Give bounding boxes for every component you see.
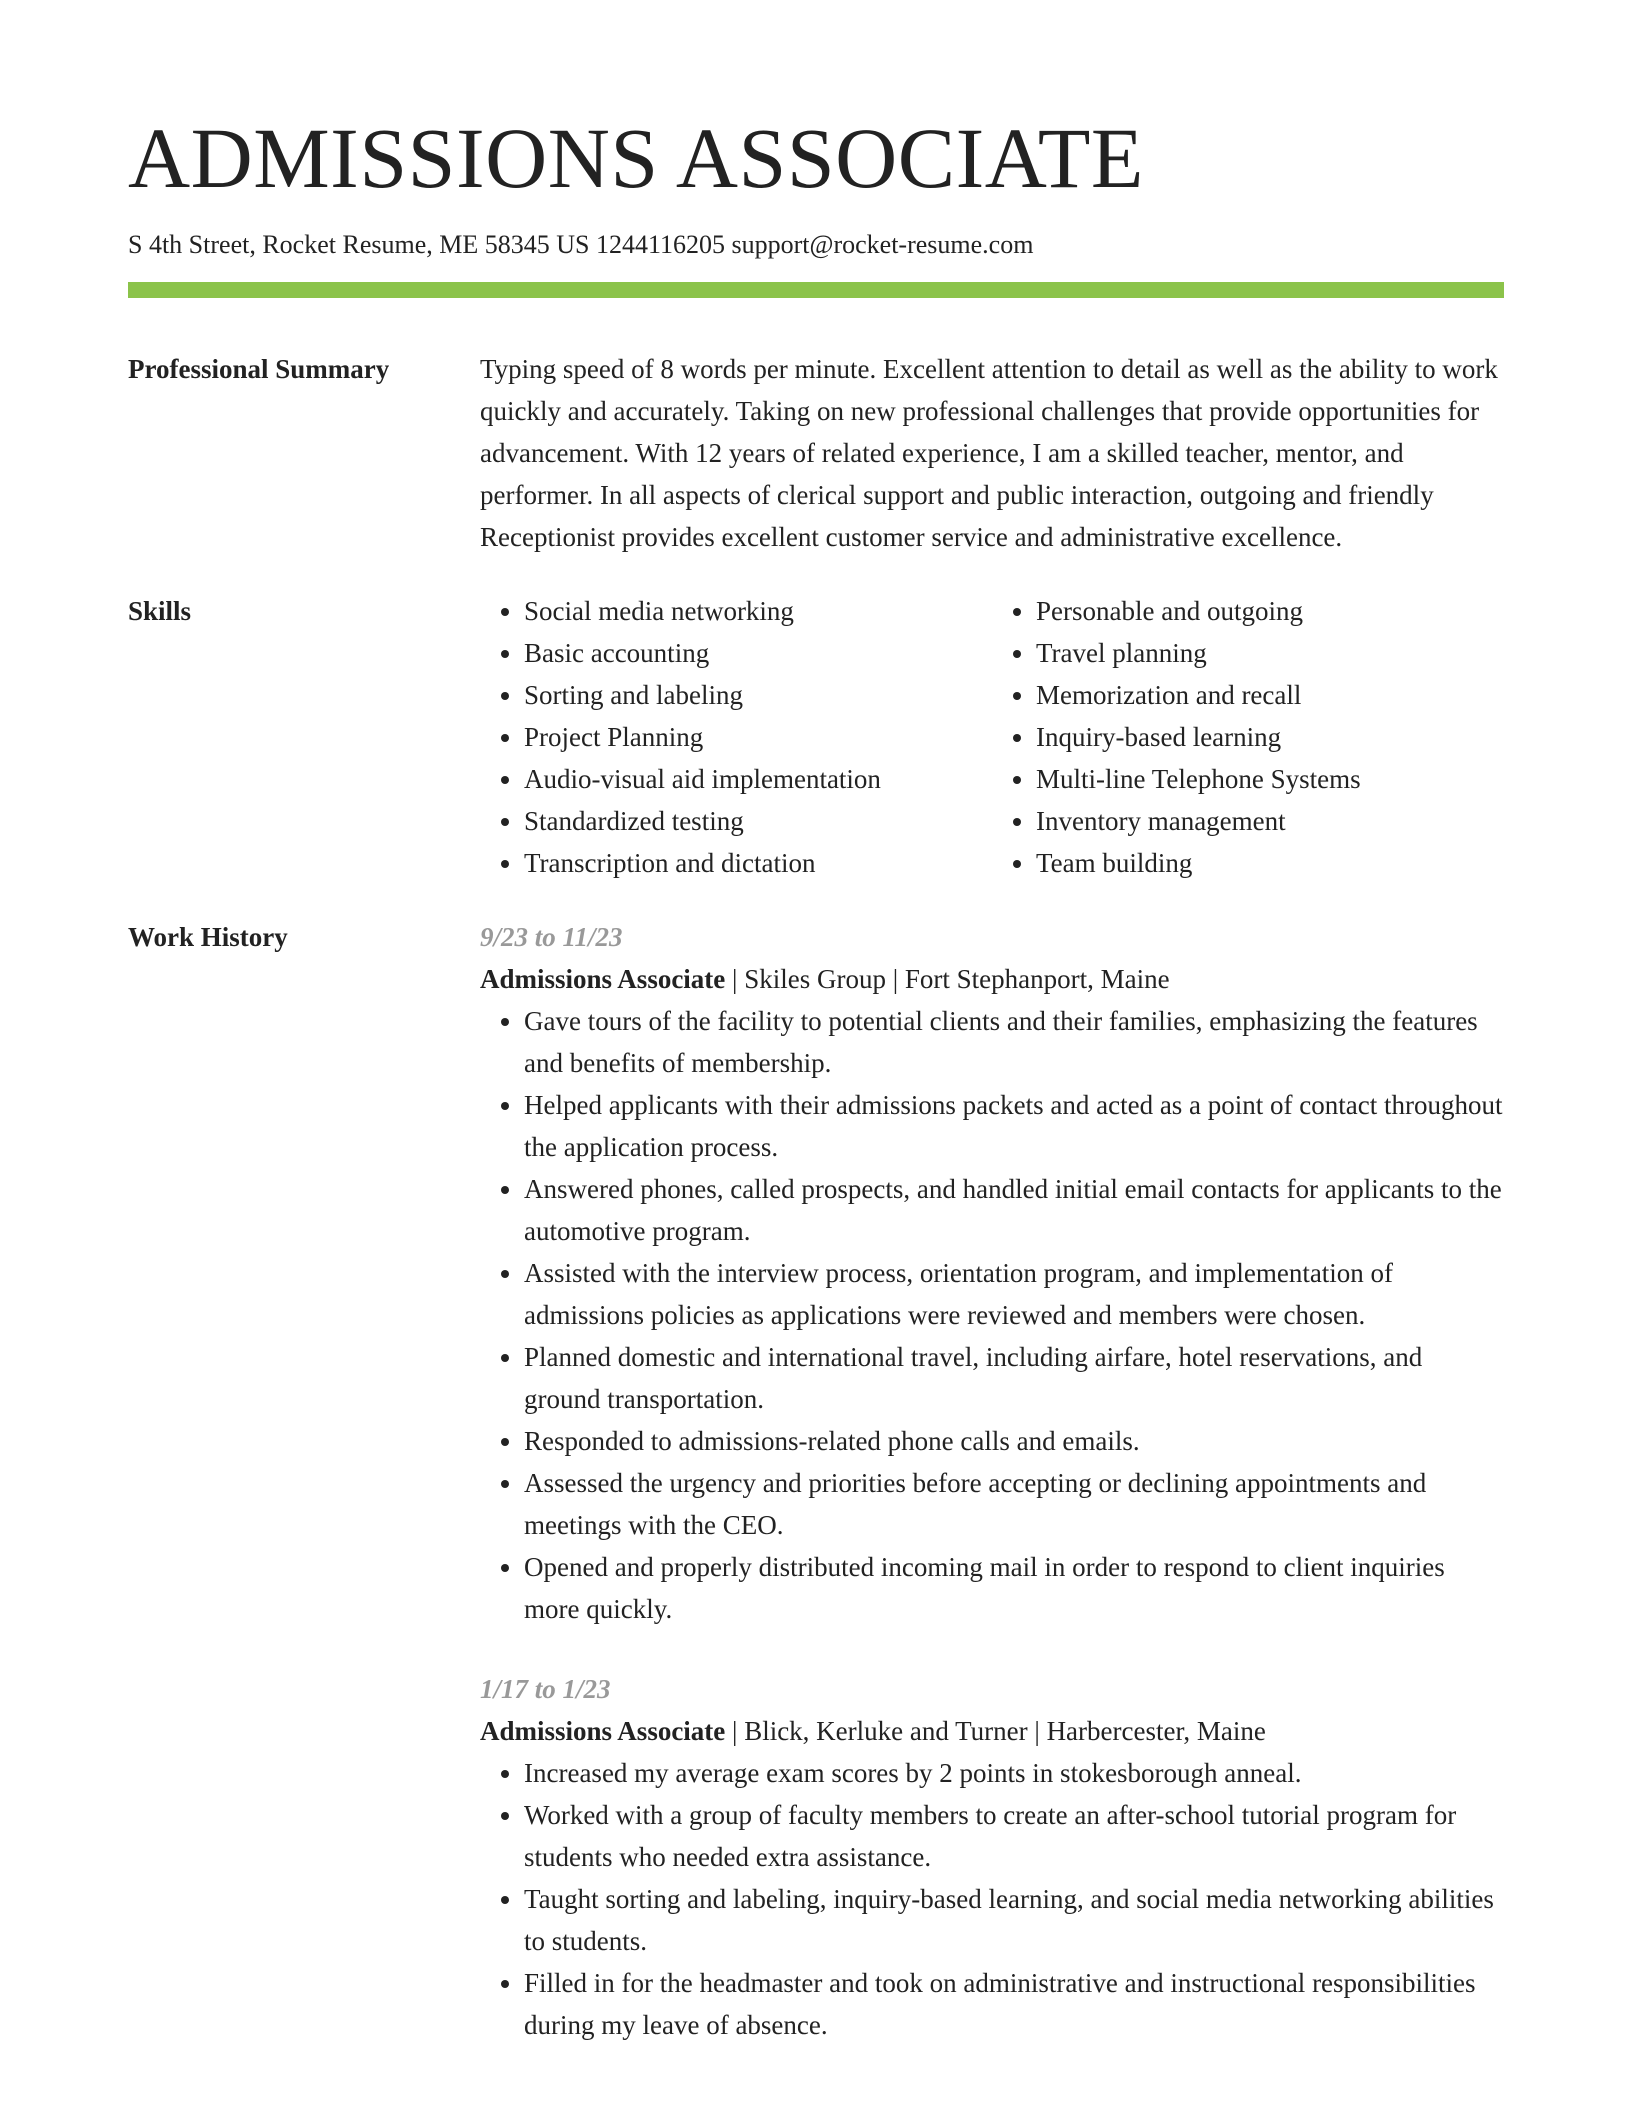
job-title-line: Admissions Associate | Blick, Kerluke and Turner | Harbercester, Maine <box>480 1716 1266 1747</box>
skill-item: • Basic accounting <box>524 632 992 674</box>
skill-item: • Multi-line Telephone Systems <box>1036 758 1504 800</box>
responsibility-item: • Planned domestic and international travel, including airfare, hotel reservations, and ground transportation. <box>524 1336 1504 1420</box>
responsibility-item: • Assisted with the interview process, orientation program, and implementation of admissions policies as applications were reviewed and members were chosen. <box>524 1252 1504 1336</box>
responsibility-item: • Assessed the urgency and priorities before accepting or declining appointments and meetings with the CEO. <box>524 1462 1504 1546</box>
skills-list-right <box>992 590 1504 884</box>
skill-item: • Personable and outgoing <box>1036 590 1504 632</box>
responsibility-item: • Filled in for the headmaster and took on administrative and instructional responsibilities during my leave of absence. <box>524 1962 1504 2046</box>
section-title: Skills <box>128 596 192 627</box>
skill-item: • Inventory management <box>1036 800 1504 842</box>
accent-divider <box>128 282 1504 298</box>
job-responsibilities <box>480 1752 1504 2046</box>
job-entry <box>480 916 1504 1630</box>
job-title-line: Admissions Associate | Skiles Group | Fort Stephanport, Maine <box>480 964 1170 995</box>
job-location: Fort Stephanport, Maine <box>904 964 1170 995</box>
phone: 1244116205 <box>595 230 726 259</box>
responsibility-item: • Responded to admissions-related phone calls and emails. <box>524 1420 1504 1462</box>
skill-item: • Sorting and labeling <box>524 674 992 716</box>
responsibility-item: • Gave tours of the facility to potential clients and their families, emphasizing the features and benefits of membership. <box>524 1000 1504 1084</box>
skill-item: • Team building <box>1036 842 1504 884</box>
skills-list-left <box>480 590 992 884</box>
skill-item: • Social media networking <box>524 590 992 632</box>
responsibility-item: • Worked with a group of faculty members to create an after-school tutorial program for students who needed extra assistance. <box>524 1794 1504 1878</box>
contact-line <box>128 229 1504 260</box>
responsibility-item: • Increased my average exam scores by 2 points in stokesborough anneal. <box>524 1752 1504 1794</box>
job-responsibilities <box>480 1000 1504 1630</box>
skill-item: • Project Planning <box>524 716 992 758</box>
section-title: Work History <box>128 922 288 953</box>
skill-item: • Standardized testing <box>524 800 992 842</box>
email: support@rocket-resume.com <box>731 230 1034 259</box>
job-dates: 1/17 to 1/23 <box>480 1674 611 1705</box>
job-company: Skiles Group <box>744 964 886 995</box>
job-company: Blick, Kerluke and Turner <box>744 1716 1028 1747</box>
responsibility-item: • Helped applicants with their admissions packets and acted as a point of contact throughout the application process. <box>524 1084 1504 1168</box>
section-title: Professional Summary <box>128 354 390 385</box>
skills-section <box>128 590 1504 884</box>
summary-section <box>128 348 1504 558</box>
skill-item: • Inquiry-based learning <box>1036 716 1504 758</box>
work-history-section <box>128 916 1504 2046</box>
job-role: Admissions Associate <box>480 964 726 995</box>
responsibility-item: • Answered phones, called prospects, and handled initial email contacts for applicants to the automotive program. <box>524 1168 1504 1252</box>
responsibility-item: • Opened and properly distributed incoming mail in order to respond to client inquiries more quickly. <box>524 1546 1504 1630</box>
address: S 4th Street, Rocket Resume, ME 58345 US <box>128 230 590 259</box>
skill-item: • Travel planning <box>1036 632 1504 674</box>
candidate-name: ADMISSIONS ASSOCIATE <box>128 110 1144 206</box>
skill-item: • Audio-visual aid implementation <box>524 758 992 800</box>
job-dates: 9/23 to 11/23 <box>480 922 623 953</box>
skill-item: • Memorization and recall <box>1036 674 1504 716</box>
summary-text: Typing speed of 8 words per minute. Excellent attention to detail as well as the ability to work quickly and accurately. Taking on new professional challenges that provide opportunities for advancement. With 12 years of related experience, I am a skilled teacher, mentor, and performer. In all aspects of clerical support and public interaction, outgoing and friendly Receptionist provides excellent customer service and administrative excellence. <box>480 354 1498 553</box>
job-entry <box>480 1668 1504 2046</box>
responsibility-item: • Taught sorting and labeling, inquiry-based learning, and social media networking abilities to students. <box>524 1878 1504 1962</box>
job-role: Admissions Associate <box>480 1716 726 1747</box>
skill-item: • Transcription and dictation <box>524 842 992 884</box>
job-location: Harbercester, Maine <box>1046 1716 1266 1747</box>
